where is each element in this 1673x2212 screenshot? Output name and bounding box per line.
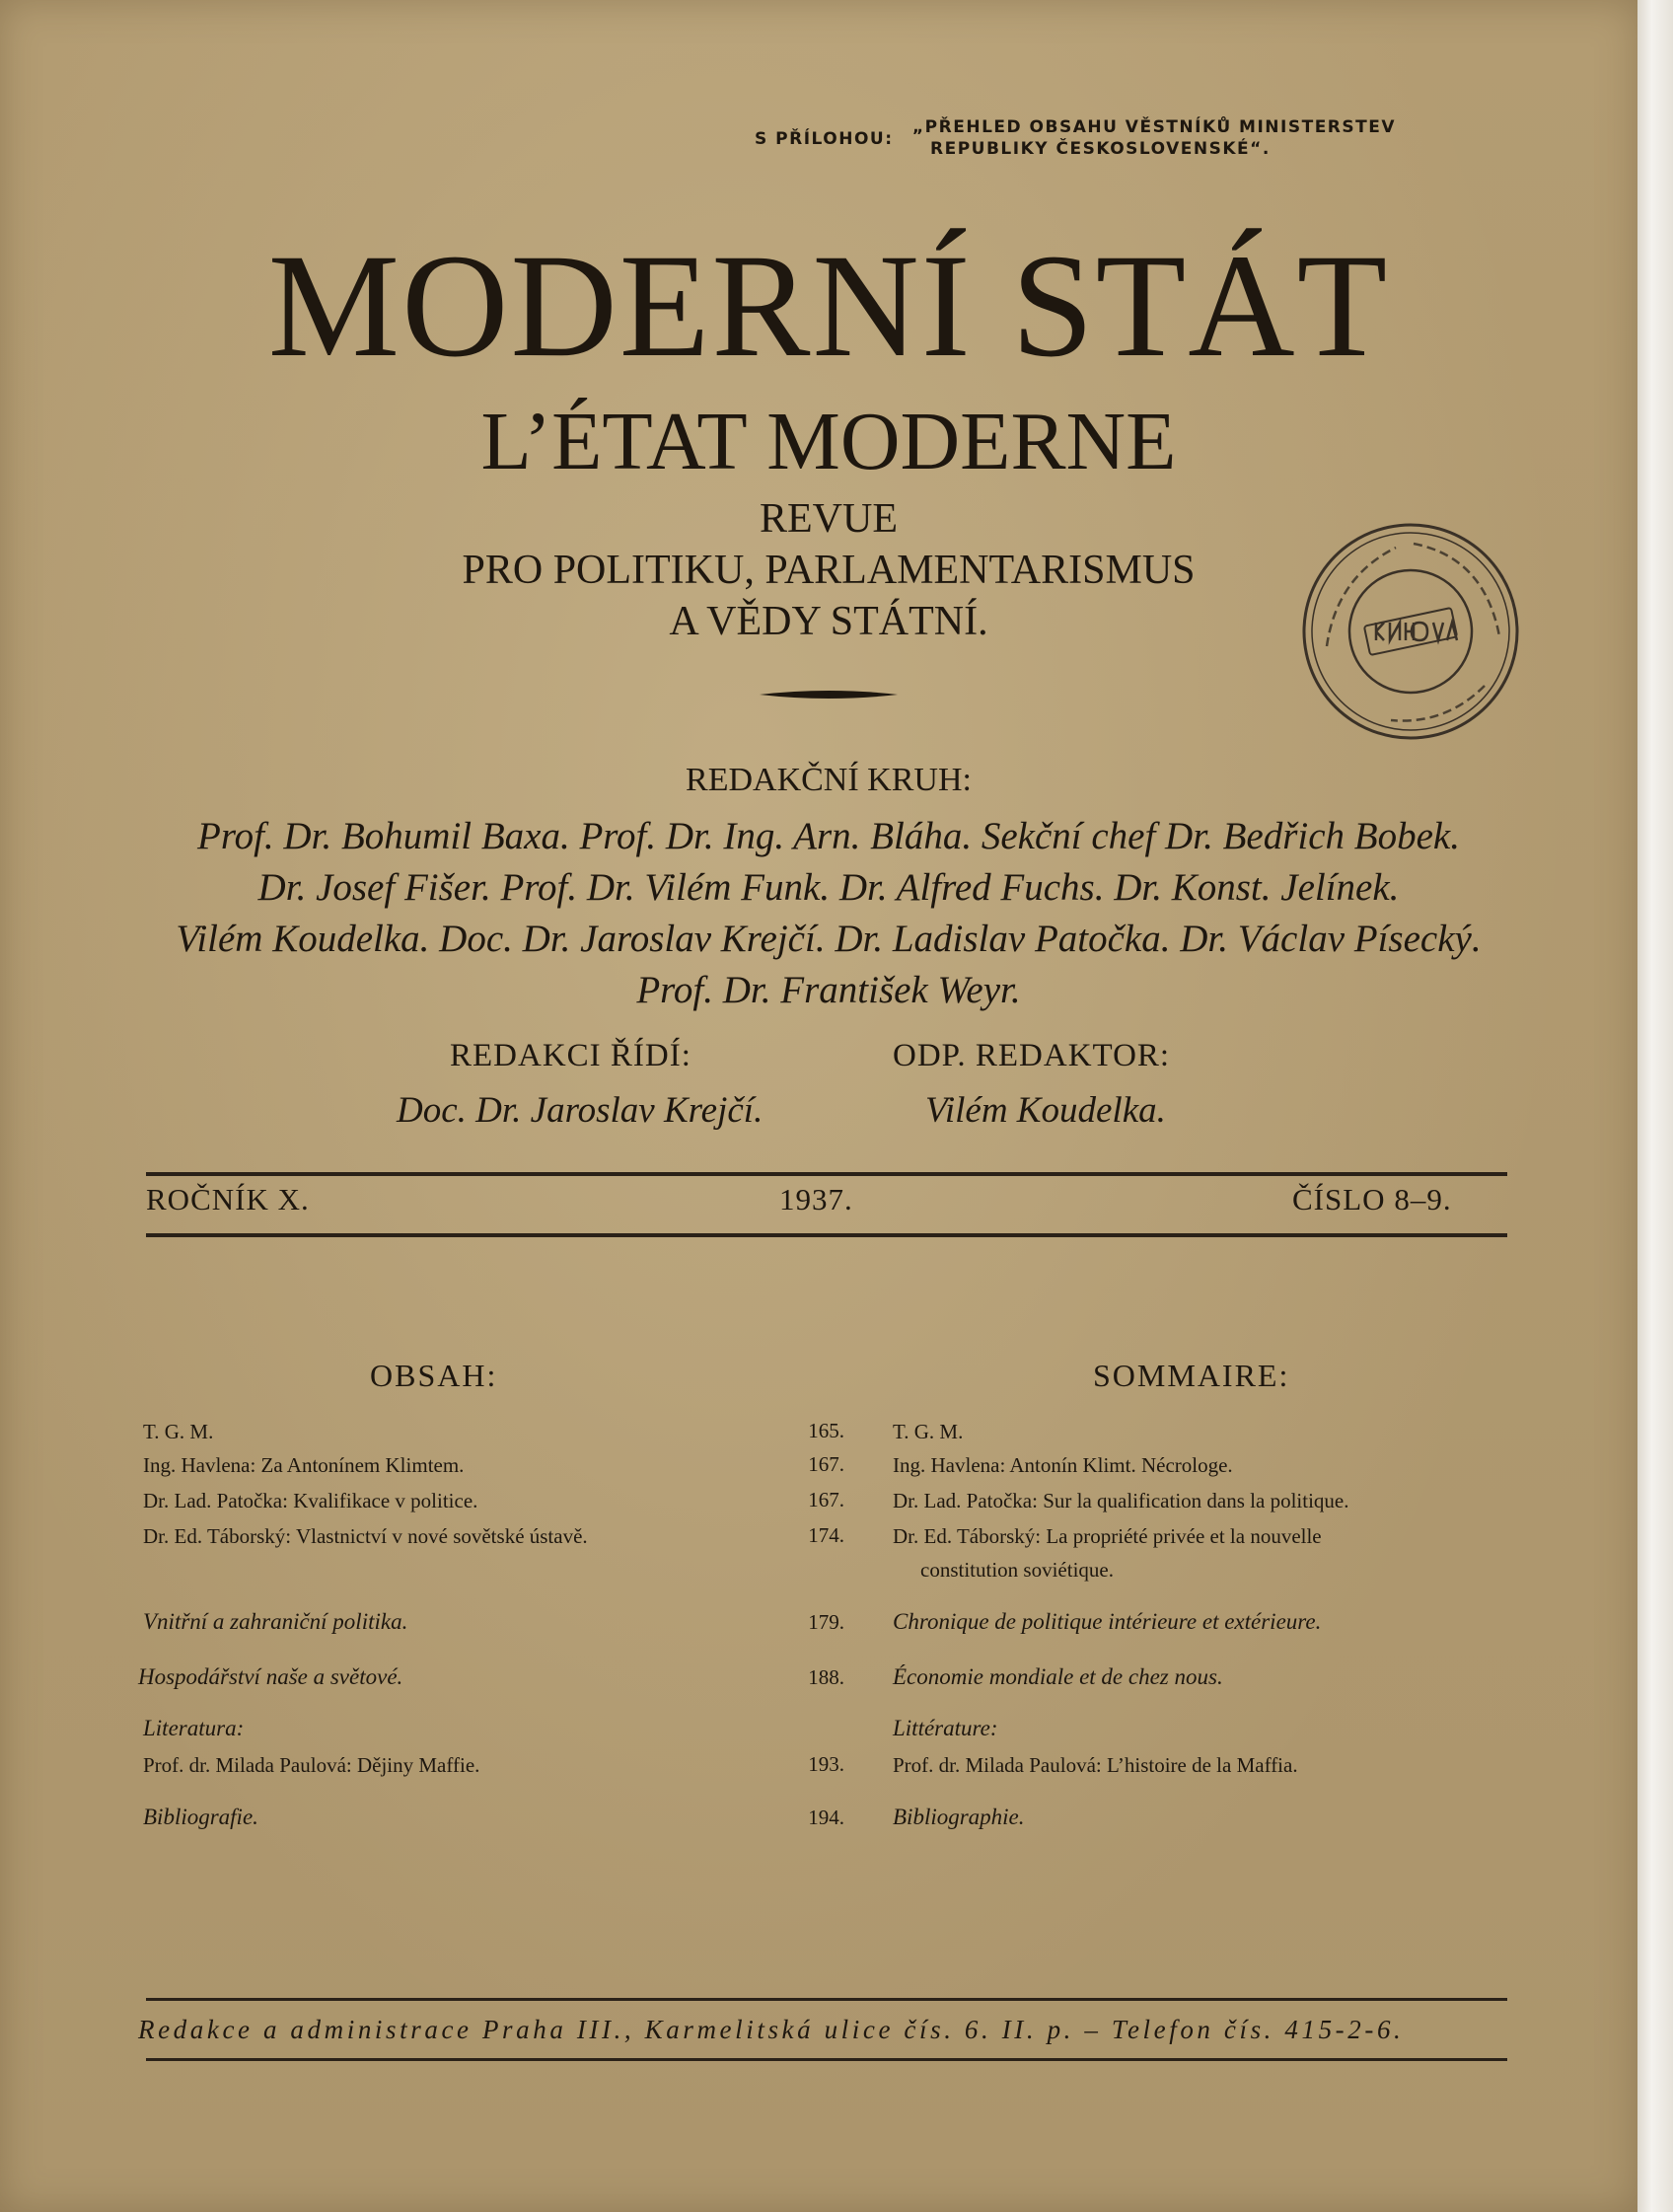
issue-rule-bottom [146,1233,1507,1237]
revue-line: A VĚDY STÁTNÍ. [669,599,988,644]
journal-description [375,493,1282,647]
editorial-board-heading: REDAKČNÍ KRUH: [686,762,972,798]
issue-rule-top [146,1172,1507,1176]
supplement-label: S PŘÍLOHOU: [755,129,894,149]
toc-section-cz: Literatura: [143,1716,245,1740]
journal-title: MODERNÍ STÁT [267,224,1390,388]
toc-entry-fr: Ing. Havlena: Antonín Klimt. Nécrologe. [893,1453,1233,1477]
toc-page-number: 193. [808,1752,844,1776]
toc-section-cz: Bibliografie. [143,1805,258,1829]
revue-line: REVUE [760,496,898,542]
decorative-divider [760,685,898,704]
editorial-board-members [138,811,1519,1016]
contents-heading-cz: OBSAH: [370,1358,498,1393]
board-line: Prof. Dr. Bohumil Baxa. Prof. Dr. Ing. Arn. Bláha. Sekční chef Dr. Bedřich Bobek. [197,815,1460,857]
toc-entry-cz: T. G. M. [143,1420,214,1443]
toc-section-cz: Vnitřní a zahraniční politika. [143,1609,408,1634]
supplement-line-2: REPUBLIKY ČESKOSLOVENSKÉ“. [930,139,1271,159]
board-line: Prof. Dr. František Weyr. [636,969,1021,1011]
toc-entry-cz: Dr. Ed. Táborský: Vlastnictví v nové sovětské ústavě. [143,1524,588,1548]
toc-section-fr: Bibliographie. [893,1805,1025,1829]
toc-page-number: 179. [808,1610,844,1634]
toc-entry-cz: Prof. dr. Milada Paulová: Dějiny Maffie. [143,1753,480,1777]
library-stamp [1297,518,1524,745]
footer-rule-top [146,1998,1507,2001]
board-line: Vilém Koudelka. Doc. Dr. Jaroslav Krejčí. Dr. Ladislav Patočka. Dr. Václav Písecký. [176,918,1482,960]
responsible-editor-name: Vilém Koudelka. [925,1090,1166,1131]
toc-entry-fr: Dr. Ed. Táborský: La propriété privée et la nouvelle [893,1524,1322,1548]
toc-section-fr: Économie mondiale et de chez nous. [893,1664,1223,1689]
toc-entry-cz: Dr. Lad. Patočka: Kvalifikace v politice. [143,1489,478,1512]
issue-number: ČÍSLO 8–9. [1292,1182,1452,1217]
toc-page-number: 194. [808,1806,844,1829]
toc-section-fr: Chronique de politique intérieure et extérieure. [893,1609,1322,1634]
stamp-center-lettering [1376,623,1457,640]
toc-page-number: 167. [808,1452,844,1476]
issue-year: 1937. [779,1182,853,1217]
footer-rule-bottom [146,2058,1507,2061]
toc-entry-cz: Ing. Havlena: Za Antonínem Klimtem. [143,1453,465,1477]
toc-page-number: 188. [808,1665,844,1689]
responsible-editor-label: ODP. REDAKTOR: [893,1038,1171,1073]
toc-section-fr: Littérature: [893,1716,998,1740]
toc-entry-fr: Prof. dr. Milada Paulová: L’histoire de la Maffia. [893,1753,1298,1777]
toc-page-number: 167. [808,1488,844,1512]
toc-page-number: 165. [808,1419,844,1442]
toc-page-number: 174. [808,1523,844,1547]
revue-line: PRO POLITIKU, PARLAMENTARISMUS [462,548,1196,593]
managing-editor-name: Doc. Dr. Jaroslav Krejčí. [397,1090,764,1131]
toc-entry-fr: T. G. M. [893,1420,964,1443]
journal-subtitle: L’ÉTAT MODERNE [480,396,1177,487]
footer-address: Redakce a administrace Praha III., Karmelitská ulice čís. 6. II. p. – Telefon čís. 415-2-6. [138,2015,1405,2044]
contents-heading-fr: SOMMAIRE: [1093,1358,1290,1393]
toc-entry-fr: Dr. Lad. Patočka: Sur la qualification dans la politique. [893,1489,1349,1512]
supplement-note [755,116,1524,176]
board-line: Dr. Josef Fišer. Prof. Dr. Vilém Funk. Dr. Alfred Fuchs. Dr. Konst. Jelínek. [257,866,1400,909]
toc-section-cz: Hospodářství naše a světové. [138,1664,403,1689]
toc-entry-fr-continuation: constitution soviétique. [920,1558,1114,1582]
issue-volume: ROČNÍK X. [146,1182,310,1217]
supplement-line-1: „PŘEHLED OBSAHU VĚSTNÍKŮ MINISTERSTEV [912,117,1397,137]
scan-margin [1637,0,1673,2212]
managing-editor-label: REDAKCI ŘÍDÍ: [450,1038,691,1073]
